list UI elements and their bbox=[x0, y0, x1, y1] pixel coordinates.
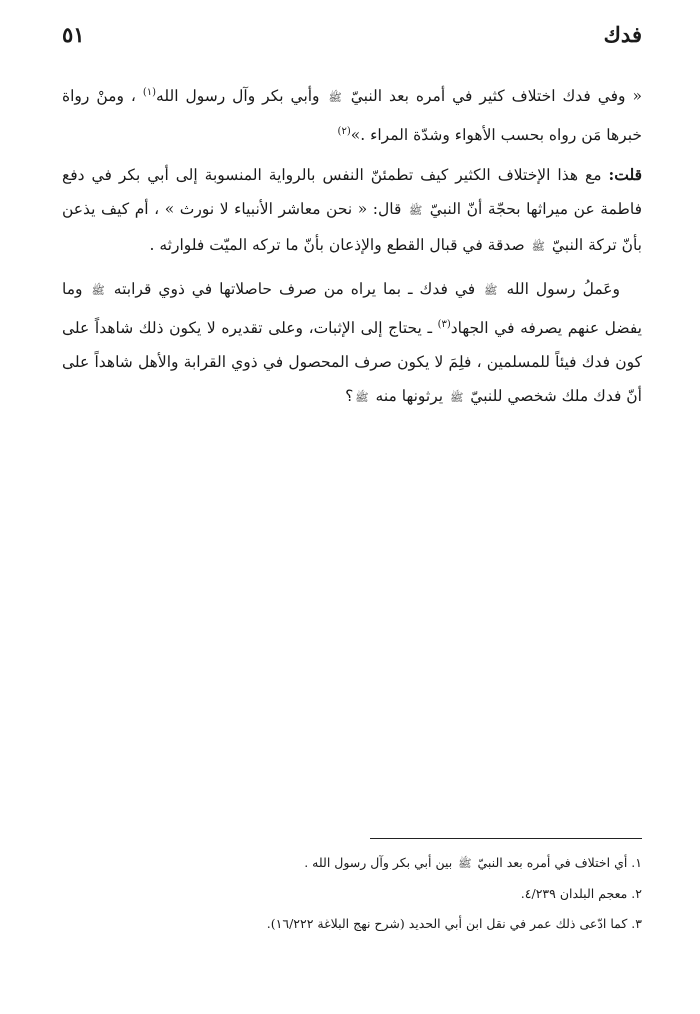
running-title: فدك bbox=[603, 22, 642, 47]
footnote-2 bbox=[62, 879, 642, 909]
footnote-1 bbox=[62, 848, 642, 879]
honorific-symbol: ﷺ bbox=[328, 91, 342, 105]
footnote-3-text: ٣. كما ادّعى ذلك عمر في نقل ابن أبي الحديد (شرح نهج البلاغة ١٦/٢٢٢). bbox=[266, 916, 642, 931]
commentary-text-1: مع هذا الإختلاف الكثير كيف تطمئنّ النفس بالرواية المنسوبة إلى أبي بكر في دفع فاطمة عن ميراثها بحجّة أنّ النبيّ bbox=[62, 166, 642, 219]
honorific-symbol: ﷺ bbox=[450, 391, 464, 405]
footnote-1-text-1: ١. أي اختلاف في أمره بعد النبيّ bbox=[477, 855, 642, 870]
argument-text-3: وما يفضل عنهم يصرفه في الجهاد bbox=[62, 280, 642, 338]
footnote-ref-3[interactable]: (٣) bbox=[437, 319, 451, 331]
footnote-2-text: ٢. معجم البلدان ٤/٢٣٩. bbox=[520, 886, 642, 901]
footnote-divider bbox=[370, 838, 642, 839]
commentary-text-3: صدقة في قبال القطع والإذعان بأنّ ما تركه الميّت فلوارثه . bbox=[149, 236, 525, 255]
commentary-lead: قلت: bbox=[608, 165, 643, 185]
commentary-text-2: قال: « نحن معاشر الأنبياء لا نورث » ، أم كيف يذعن بأنّ تركة النبيّ bbox=[62, 200, 642, 255]
footnote-ref-2[interactable]: (٢) bbox=[337, 126, 351, 138]
quote-text-2: وأبي بكر وآل رسول الله bbox=[156, 87, 320, 106]
honorific-symbol: ﷺ bbox=[531, 240, 545, 254]
footnote-1-text-2: بين أبي بكر وآل رسول الله . bbox=[304, 855, 453, 870]
honorific-symbol: ﷺ bbox=[91, 284, 105, 298]
paragraph-argument bbox=[62, 272, 642, 415]
argument-text-4: ـ يحتاج إلى الإثبات، وعلى تقديره لا يكون ذلك شاهداً على كون فدك فيئاً للمسلمين ، فلِمَ لا يكون صرف المحصول في ذوي القرابة والأهل شاهداً على أنّ فدك ملك شخصي للنبيّ bbox=[62, 319, 642, 406]
paragraph-quote bbox=[62, 76, 642, 152]
footnote-3 bbox=[62, 909, 642, 939]
argument-text-5: يرثونها منه bbox=[375, 387, 444, 406]
honorific-symbol: ﷺ bbox=[458, 857, 472, 870]
quote-text-1: « وفي فدك اختلاف كثير في أمره بعد النبيّ bbox=[350, 87, 642, 106]
footnotes bbox=[62, 848, 642, 939]
argument-text-1: وعَملُ رسول الله bbox=[506, 280, 621, 299]
page-number: ٥١ bbox=[62, 22, 85, 47]
page-header bbox=[62, 22, 642, 62]
honorific-symbol: ﷺ bbox=[355, 391, 369, 405]
footnote-ref-1[interactable]: (١) bbox=[142, 87, 157, 98]
argument-text-2: في فدك ـ بما يراه من صرف حاصلاتها في ذوي قرابته bbox=[113, 280, 476, 299]
quote-text-3: ، ومنْ رواة خبرها مَن رواه بحسب الأهواء وشدّة المراء .» bbox=[62, 87, 642, 145]
honorific-symbol: ﷺ bbox=[484, 284, 498, 298]
honorific-symbol: ﷺ bbox=[408, 204, 423, 218]
paragraph-commentary bbox=[62, 158, 642, 264]
argument-text-6: ؟ bbox=[345, 387, 354, 406]
body-text bbox=[62, 76, 642, 423]
